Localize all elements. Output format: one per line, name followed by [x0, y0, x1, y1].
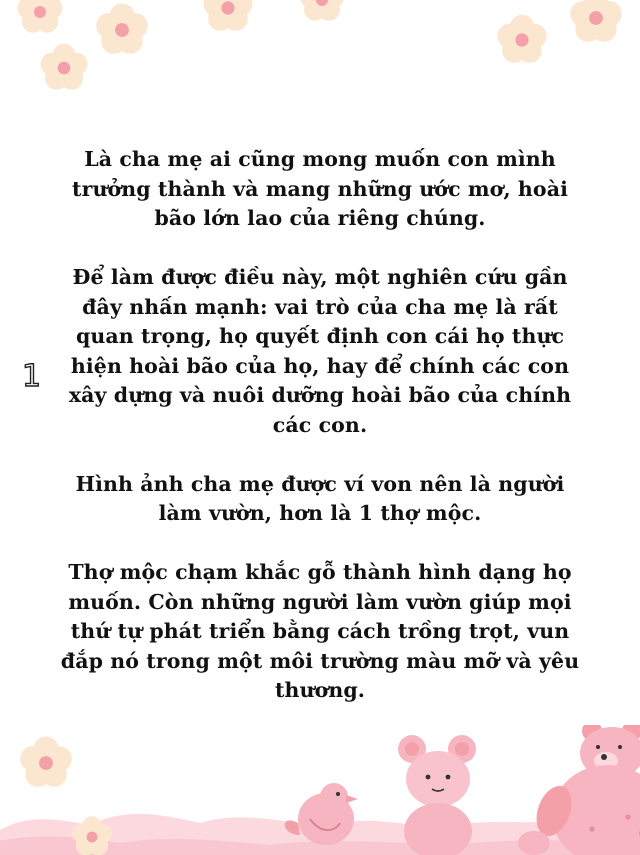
- paragraph: Hình ảnh cha mẹ được ví von nên là người làm vườn, hơn là 1 thợ mộc.: [75, 471, 565, 525]
- article-text: [60, 145, 580, 735]
- flower-icon: [18, 0, 63, 33]
- mouse-icon: [398, 735, 476, 855]
- flower-icon: [20, 737, 72, 787]
- bear-icon: [518, 725, 640, 855]
- top-flower-decoration: [0, 0, 640, 110]
- paragraph: Để làm được điều này, một nghiên cứu gần đây nhấn mạnh: vai trò của cha mẹ là rất quan trọng, họ quyết định con cái họ thực hiện hoài bão của họ, hay để chính các con xây dựng và nuôi dưỡng hoài bão của chính các con.: [68, 265, 572, 437]
- bottom-illustration: [0, 725, 640, 855]
- paragraph: Thợ mộc chạm khắc gỗ thành hình dạng họ muốn. Còn những người làm vườn giúp mọi thứ tự phát triển bằng cách trồng trọt, vun đắp nó trong một môi trường màu mỡ và yêu thương.: [60, 560, 580, 702]
- page-number: 1: [22, 359, 42, 394]
- flower-icon: [40, 44, 87, 90]
- flower-icon: [570, 0, 622, 42]
- flower-icon: [96, 4, 148, 54]
- paragraph: Là cha mẹ ai cũng mong muốn con mình trưởng thành và mang những ước mơ, hoài bão lớn lao của riêng chúng.: [72, 147, 568, 230]
- flower-icon: [497, 15, 546, 63]
- flower-icon: [203, 0, 252, 31]
- flower-icon: [300, 0, 345, 21]
